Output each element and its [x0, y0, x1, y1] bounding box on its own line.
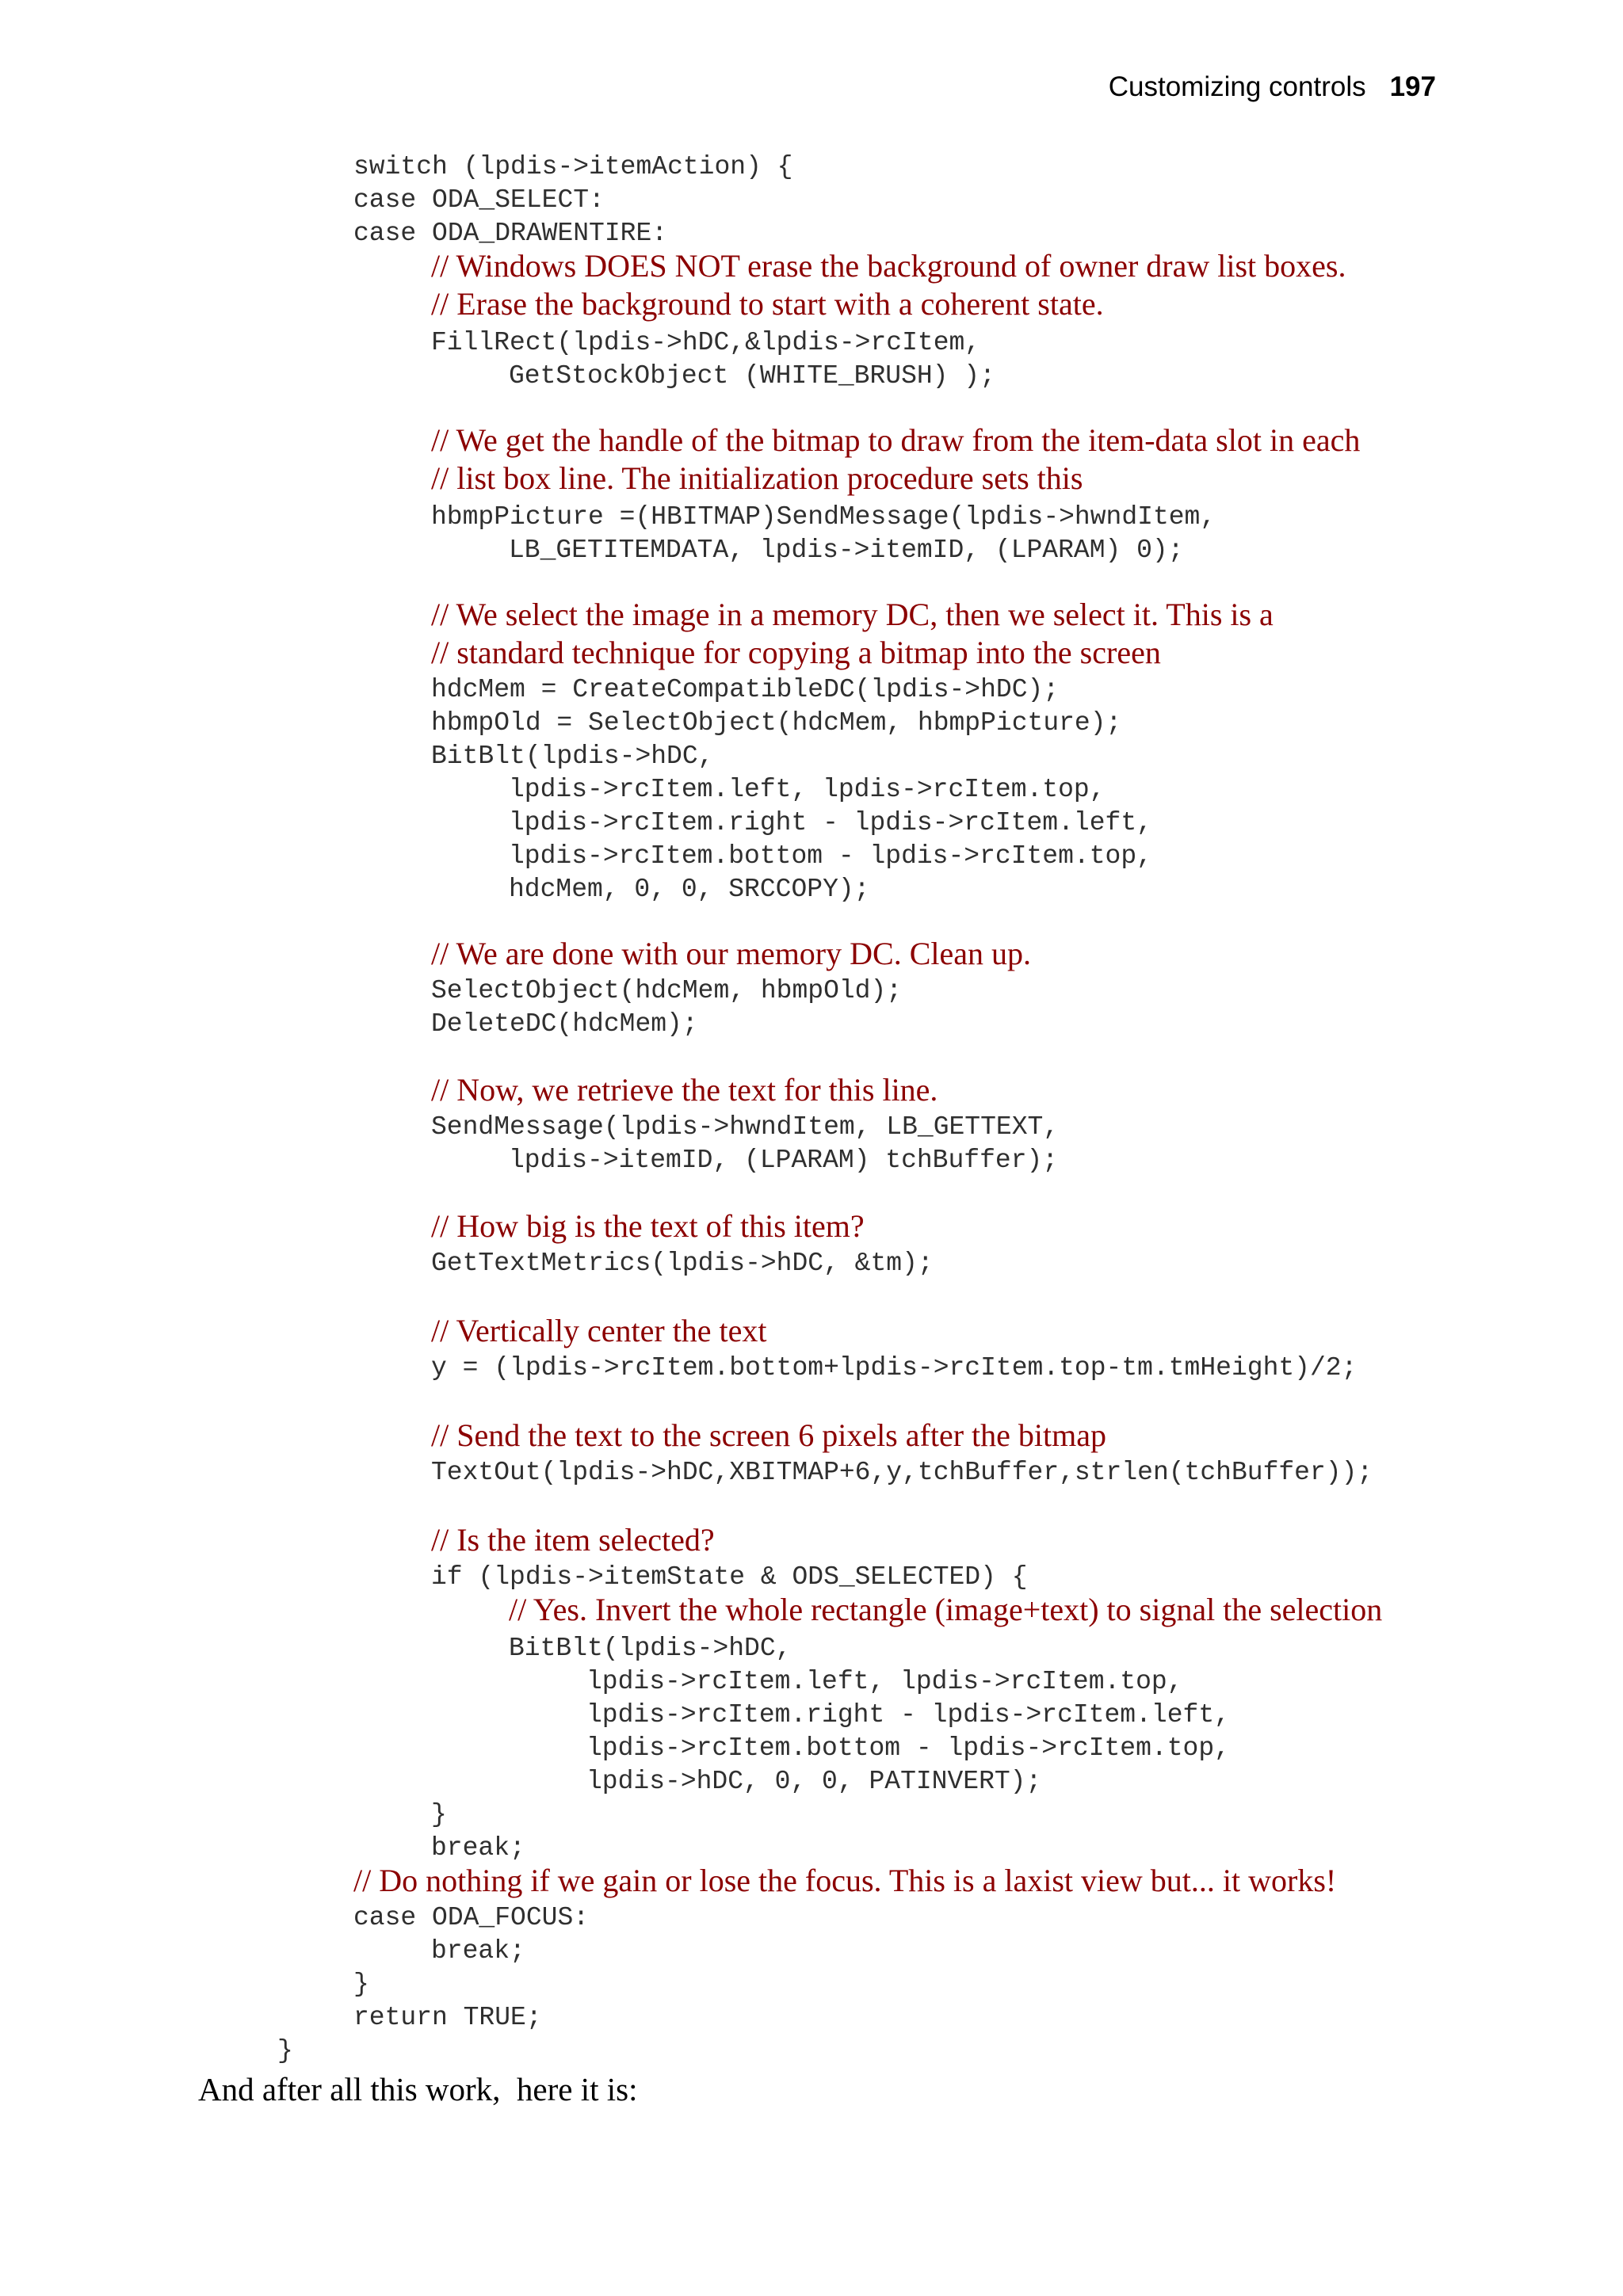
code-line: BitBlt(lpdis->hDC, [431, 742, 714, 771]
code-comment: // We select the image in a memory DC, then we select it. This is a [431, 597, 1274, 632]
code-comment: // Is the item selected? [431, 1522, 715, 1558]
code-line: hdcMem, 0, 0, SRCCOPY); [509, 875, 870, 904]
code-comment: // Windows DOES NOT erase the background of owner draw list boxes. [431, 248, 1346, 284]
code-line: hbmpPicture =(HBITMAP)SendMessage(lpdis->hwndItem, [431, 502, 1216, 532]
code-line: return TRUE; [353, 2003, 542, 2032]
code-line: lpdis->rcItem.bottom - lpdis->rcItem.top, [586, 1733, 1230, 1763]
code-line: TextOut(lpdis->hDC,XBITMAP+6,y,tchBuffer,strlen(tchBuffer)); [431, 1458, 1373, 1487]
code-line: } [431, 1800, 447, 1829]
code-line: lpdis->rcItem.right - lpdis->rcItem.left, [586, 1700, 1230, 1730]
code-line: lpdis->rcItem.left, lpdis->rcItem.top, [509, 775, 1106, 804]
code-line: lpdis->itemID, (LPARAM) tchBuffer); [509, 1146, 1059, 1175]
code-comment: // How big is the text of this item? [431, 1208, 865, 1244]
code-line: case ODA_DRAWENTIRE: [353, 219, 668, 248]
code-line: break; [431, 1833, 525, 1863]
code-line: hdcMem = CreateCompatibleDC(lpdis->hDC); [431, 675, 1060, 704]
page-number: 197 [1389, 71, 1436, 102]
code-line: lpdis->rcItem.bottom - lpdis->rcItem.top, [509, 841, 1152, 871]
code-line: case ODA_SELECT: [353, 185, 605, 215]
code-line: LB_GETITEMDATA, lpdis->itemID, (LPARAM) 0); [509, 536, 1184, 565]
code-line: GetStockObject (WHITE_BRUSH) ); [509, 361, 995, 391]
code-comment: // list box line. The initialization procedure sets this [431, 460, 1083, 496]
closing-paragraph: And after all this work, here it is: [198, 2071, 638, 2107]
code-line: lpdis->rcItem.right - lpdis->rcItem.left, [509, 808, 1152, 837]
code-line: GetTextMetrics(lpdis->hDC, &tm); [431, 1249, 934, 1278]
code-line: } [353, 1970, 369, 1999]
code-line: hbmpOld = SelectObject(hdcMem, hbmpPicture); [431, 708, 1122, 738]
code-comment: // Now, we retrieve the text for this line. [431, 1072, 938, 1108]
code-line: BitBlt(lpdis->hDC, [509, 1634, 792, 1663]
code-line: if (lpdis->itemState & ODS_SELECTED) { [431, 1562, 1028, 1592]
code-comment: // We get the handle of the bitmap to draw from the item-data slot in each [431, 422, 1361, 458]
code-line: lpdis->rcItem.left, lpdis->rcItem.top, [586, 1667, 1183, 1696]
code-comment: // Send the text to the screen 6 pixels after the bitmap [431, 1417, 1106, 1453]
code-comment: // Erase the background to start with a coherent state. [431, 286, 1104, 322]
code-line: } [277, 2036, 293, 2065]
running-head [1109, 70, 1436, 105]
code-comment: // We are done with our memory DC. Clean up. [431, 936, 1031, 971]
section-title: Customizing controls [1108, 71, 1366, 102]
code-line: DeleteDC(hdcMem); [431, 1009, 698, 1039]
code-comment: // Yes. Invert the whole rectangle (image+text) to signal the selection [509, 1592, 1383, 1627]
code-line: SendMessage(lpdis->hwndItem, LB_GETTEXT, [431, 1112, 1060, 1142]
code-comment: // standard technique for copying a bitmap into the screen [431, 635, 1161, 670]
code-comment: // Do nothing if we gain or lose the focus. This is a laxist view but... it works! [353, 1863, 1337, 1898]
code-line: lpdis->hDC, 0, 0, PATINVERT); [586, 1767, 1042, 1796]
code-line: break; [431, 1936, 525, 1966]
code-comment: // Vertically center the text [431, 1313, 767, 1348]
code-line: case ODA_FOCUS: [353, 1903, 590, 1932]
code-line: switch (lpdis->itemAction) { [353, 152, 793, 181]
code-line: SelectObject(hdcMem, hbmpOld); [431, 976, 903, 1005]
code-line: y = (lpdis->rcItem.bottom+lpdis->rcItem.top-tm.tmHeight)/2; [431, 1353, 1358, 1383]
code-line: FillRect(lpdis->hDC,&lpdis->rcItem, [431, 328, 981, 357]
